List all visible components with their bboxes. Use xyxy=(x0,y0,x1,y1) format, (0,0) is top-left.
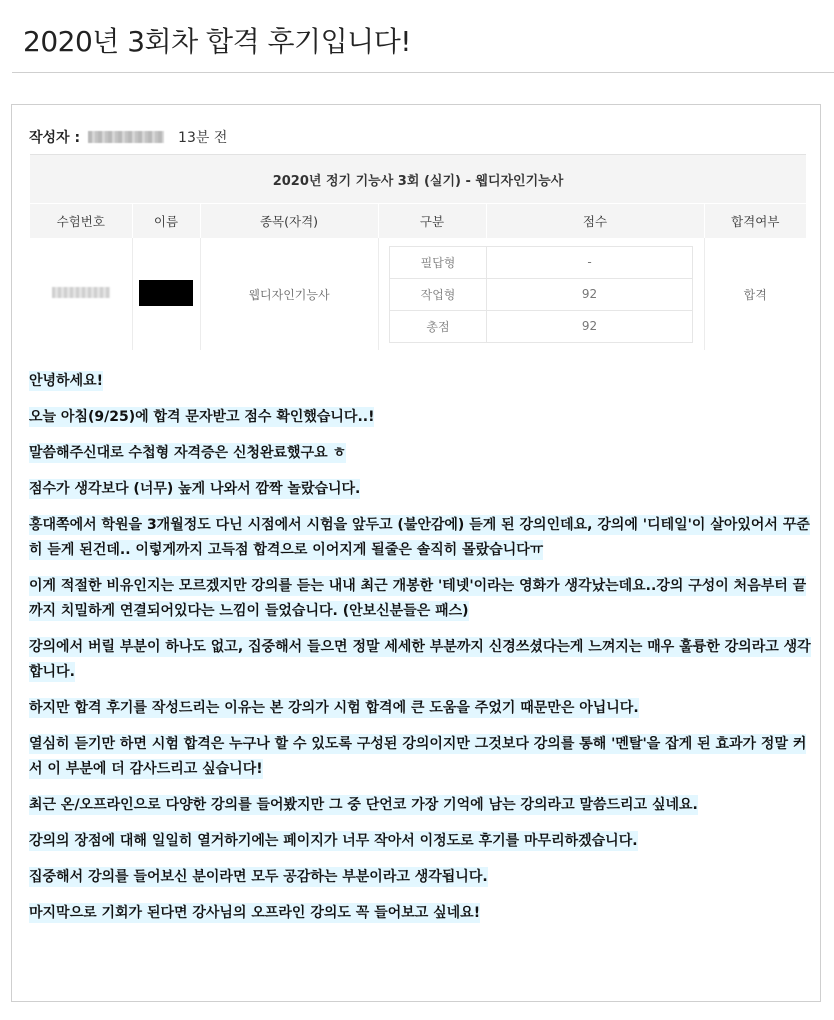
page-title: 2020년 3회차 합격 후기입니다! xyxy=(23,25,411,58)
post-card xyxy=(11,104,821,1002)
score-row xyxy=(390,246,693,278)
exam-number-blurred xyxy=(30,238,132,350)
paragraph: 하지만 합격 후기를 작성드리는 이유는 본 강의가 시험 합격에 큰 도움을 주었기 때문만은 아닙니다. xyxy=(29,700,639,716)
paragraph: 열심히 듣기만 하면 시험 합격은 누구나 할 수 있도록 구성된 강의이지만 그것보다 강의를 통해 '멘탈'을 잡게 된 효과가 정말 커서 이 부분에 더 감사드리고 싶습니다! xyxy=(29,736,807,777)
score-breakdown xyxy=(378,238,704,350)
score-value: 92 xyxy=(487,278,693,310)
table-row xyxy=(30,238,806,350)
score-row xyxy=(390,278,693,310)
subject-value: 웹디자인기능사 xyxy=(200,238,378,350)
paragraph: 점수가 생각보다 (너무) 높게 나와서 깜짝 놀랐습니다. xyxy=(29,481,361,497)
header-score: 점수 xyxy=(486,204,704,239)
paragraph: 홍대쪽에서 학원을 3개월정도 다닌 시점에서 시험을 앞두고 (불안감에) 듣게 된 강의인데요, 강의에 '디테일'이 살아있어서 꾸준히 듣게 된건데.. 이렇게까지 고득점 합격으로 이어지게 될줄은 솔직히 몰랐습니다ㅠ xyxy=(29,517,810,558)
score-value: 92 xyxy=(487,310,693,342)
name-redacted xyxy=(132,238,200,350)
post-content xyxy=(29,369,819,937)
author-row xyxy=(29,127,227,147)
score-label: 작업형 xyxy=(390,278,487,310)
paragraph: 안녕하세요! xyxy=(29,373,104,389)
paragraph: 강의의 장점에 대해 일일히 열거하기에는 페이지가 너무 작아서 이정도로 후기를 마무리하겠습니다. xyxy=(29,833,638,849)
header-pass: 합격여부 xyxy=(704,204,806,239)
paragraph: 강의에서 버릴 부분이 하나도 없고, 집중해서 들으면 정말 세세한 부분까지 신경쓰셨다는게 느껴지는 매우 훌륭한 강의라고 생각합니다. xyxy=(29,639,811,680)
score-row xyxy=(390,310,693,342)
title-divider xyxy=(12,72,834,73)
exam-title: 2020년 정기 기능사 3회 (실기) - 웹디자인기능사 xyxy=(30,155,806,204)
header-category: 구분 xyxy=(378,204,486,239)
author-label: 작성자 : xyxy=(29,130,81,146)
paragraph: 최근 온/오프라인으로 다양한 강의를 들어봤지만 그 중 단언코 가장 기억에 남는 강의라고 말씀드리고 싶네요. xyxy=(29,797,698,813)
header-subject: 종목(자격) xyxy=(200,204,378,239)
score-breakdown-table xyxy=(389,246,693,343)
header-exam-number: 수험번호 xyxy=(30,204,132,239)
score-label: 총점 xyxy=(390,310,487,342)
pass-status: 합격 xyxy=(704,238,806,350)
post-time: 13분 전 xyxy=(178,130,228,146)
score-label: 필답형 xyxy=(390,246,487,278)
score-value: - xyxy=(487,246,693,278)
score-table xyxy=(30,154,806,350)
paragraph: 마지막으로 기회가 된다면 강사님의 오프라인 강의도 꼭 들어보고 싶네요! xyxy=(29,905,481,921)
paragraph: 오늘 아침(9/25)에 합격 문자받고 점수 확인했습니다..! xyxy=(29,409,375,425)
header-name: 이름 xyxy=(132,204,200,239)
author-name-blurred xyxy=(88,131,164,143)
table-header-row xyxy=(30,204,806,239)
paragraph: 이게 적절한 비유인지는 모르겠지만 강의를 듣는 내내 최근 개봉한 '테넷'이라는 영화가 생각났는데요..강의 구성이 처음부터 끝까지 치밀하게 연결되어있다는 느낌이 들었습니다. (안보신분들은 패스) xyxy=(29,578,807,619)
paragraph: 집중해서 강의를 들어보신 분이라면 모두 공감하는 부분이라고 생각됩니다. xyxy=(29,869,488,885)
paragraph: 말씀해주신대로 수첩형 자격증은 신청완료했구요 ㅎ xyxy=(29,445,347,461)
